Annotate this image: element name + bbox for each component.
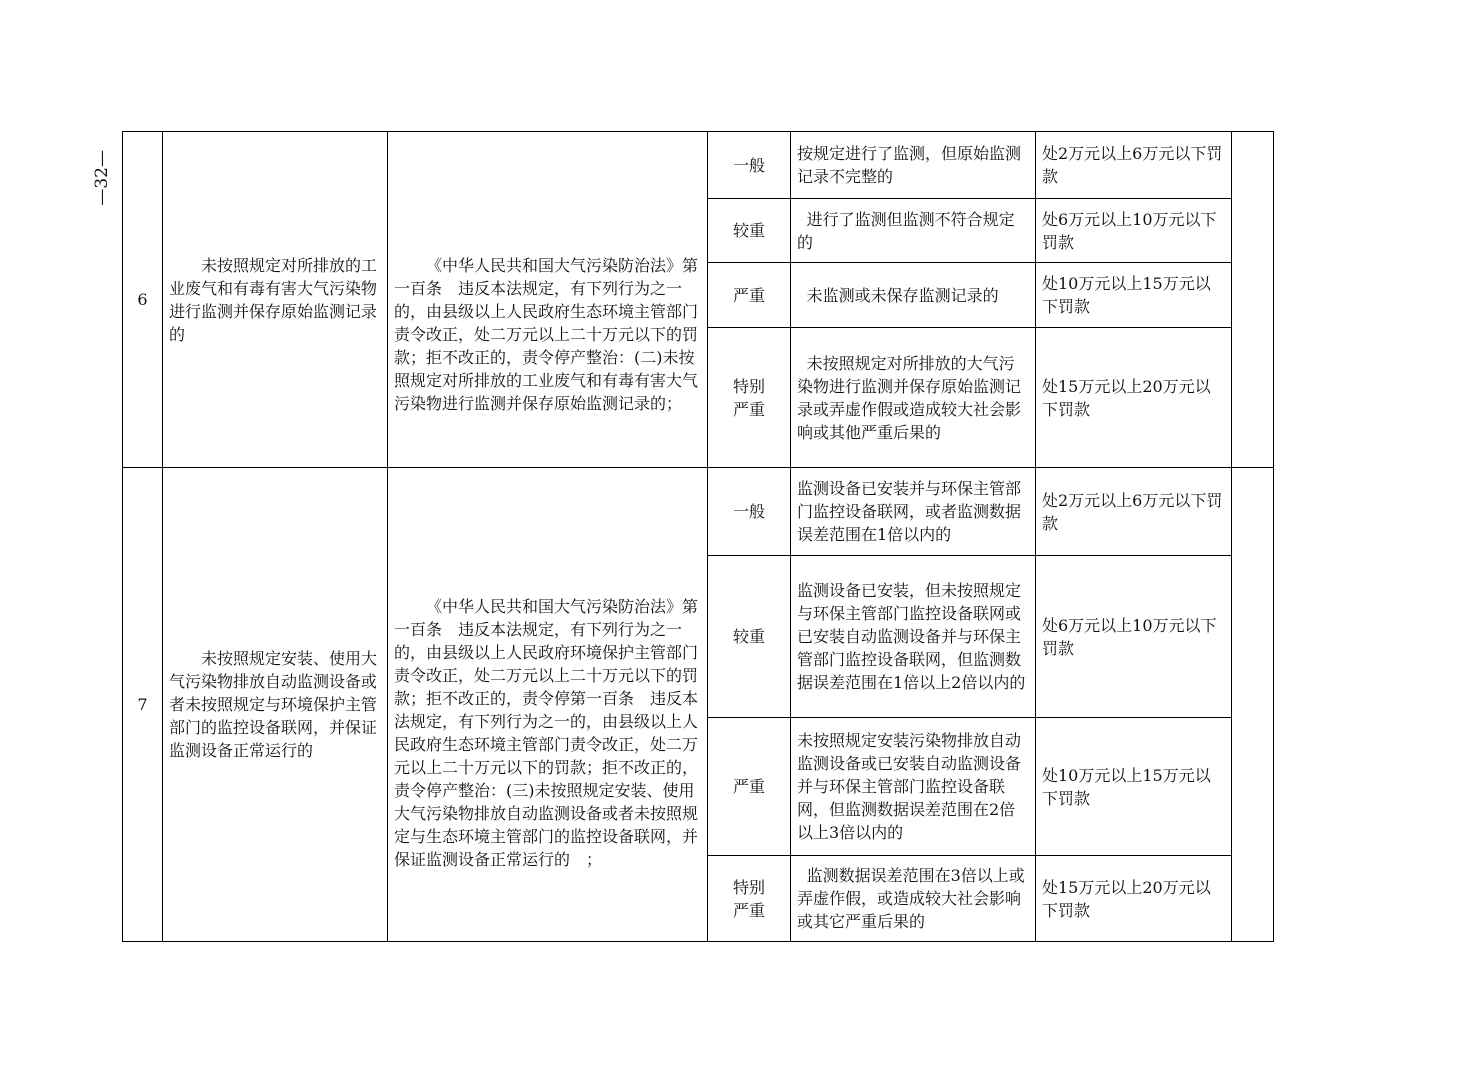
severity-level: 一般 xyxy=(708,132,791,199)
penalty-range: 处6万元以上10万元以下罚款 xyxy=(1036,556,1232,718)
legal-basis xyxy=(388,468,708,942)
circumstance: 进行了监测但监测不符合规定的 xyxy=(791,199,1036,263)
table-row xyxy=(123,468,1274,556)
severity-level-line1: 特别 xyxy=(732,877,765,897)
remarks-cell xyxy=(1232,132,1274,468)
legal-basis-text: 《中华人民共和国大气污染防治法》第一百条 违反本法规定，有下列行为之一的，由县级以上人民政府生态环境主管部门责令改正，处二万元以上二十万元以下的罚款；拒不改正的，责令停产整治：(二)未按照规定对所排放的工业废气和有毒有害大气污染物进行监测并保存原始监测记录的； xyxy=(394,256,699,413)
severity-level: 较重 xyxy=(708,199,791,263)
penalty-range: 处10万元以上15万元以下罚款 xyxy=(1036,263,1232,328)
violation-description: 未按照规定安装、使用大气污染物排放自动监测设备或者未按照规定与环境保护主管部门的监控设备联网，并保证监测设备正常运行的 xyxy=(163,468,388,942)
item-number: 6 xyxy=(123,132,163,468)
circumstance: 监测设备已安装并与环保主管部门监控设备联网，或者监测数据误差范围在1倍以内的 xyxy=(791,468,1036,556)
severity-level xyxy=(708,856,791,942)
penalty-range: 处15万元以上20万元以下罚款 xyxy=(1036,856,1232,942)
severity-level-line2: 严重 xyxy=(732,900,765,920)
severity-level: 较重 xyxy=(708,556,791,718)
penalty-range: 处6万元以上10万元以下罚款 xyxy=(1036,199,1232,263)
page-number: —32— xyxy=(92,150,112,206)
circumstance: 未按照规定对所排放的大气污染物进行监测并保存原始监测记录或弄虚作假或造成较大社会影响或其他严重后果的 xyxy=(791,328,1036,468)
item-number: 7 xyxy=(123,468,163,942)
circumstance: 监测数据误差范围在3倍以上或弄虚作假，或造成较大社会影响或其它严重后果的 xyxy=(791,856,1036,942)
penalty-range: 处15万元以上20万元以下罚款 xyxy=(1036,328,1232,468)
remarks-cell xyxy=(1232,468,1274,942)
penalty-range: 处2万元以上6万元以下罚款 xyxy=(1036,468,1232,556)
circumstance: 按规定进行了监测，但原始监测记录不完整的 xyxy=(791,132,1036,199)
penalty-standards-table xyxy=(122,131,1274,942)
legal-basis-text: 《中华人民共和国大气污染防治法》第一百条 违反本法规定，有下列行为之一的，由县级以上人民政府环境保护主管部门责令改正，处二万元以上二十万元以下的罚款；拒不改正的，责令停第一百条 违反本法规定，有下列行为之一的，由县级以上人民政府生态环境主管部门责令改正，处二万元以上二十万元以下的罚款；拒不改正的，责令停产整治：(三)未按照规定安装、使用大气污染物排放自动监测设备或者未按照规定与生态环境主管部门的监控设备联网，并保证监测设备正常运行的 ； xyxy=(394,597,699,869)
severity-level-line2: 严重 xyxy=(732,399,765,419)
circumstance: 未监测或未保存监测记录的 xyxy=(791,263,1036,328)
severity-level: 严重 xyxy=(708,263,791,328)
table-row xyxy=(123,132,1274,199)
penalty-range: 处10万元以上15万元以下罚款 xyxy=(1036,718,1232,856)
severity-level: 一般 xyxy=(708,468,791,556)
violation-description: 未按照规定对所排放的工业废气和有毒有害大气污染物进行监测并保存原始监测记录的 xyxy=(163,132,388,468)
legal-basis xyxy=(388,132,708,468)
circumstance: 监测设备已安装，但未按照规定与环保主管部门监控设备联网或已安装自动监测设备并与环保主管部门监控设备联网，但监测数据误差范围在1倍以上2倍以内的 xyxy=(791,556,1036,718)
circumstance: 未按照规定安装污染物排放自动监测设备或已安装自动监测设备并与环保主管部门监控设备联网，但监测数据误差范围在2倍以上3倍以内的 xyxy=(791,718,1036,856)
severity-level-line1: 特别 xyxy=(732,376,765,396)
penalty-range: 处2万元以上6万元以下罚款 xyxy=(1036,132,1232,199)
severity-level xyxy=(708,328,791,468)
severity-level: 严重 xyxy=(708,718,791,856)
